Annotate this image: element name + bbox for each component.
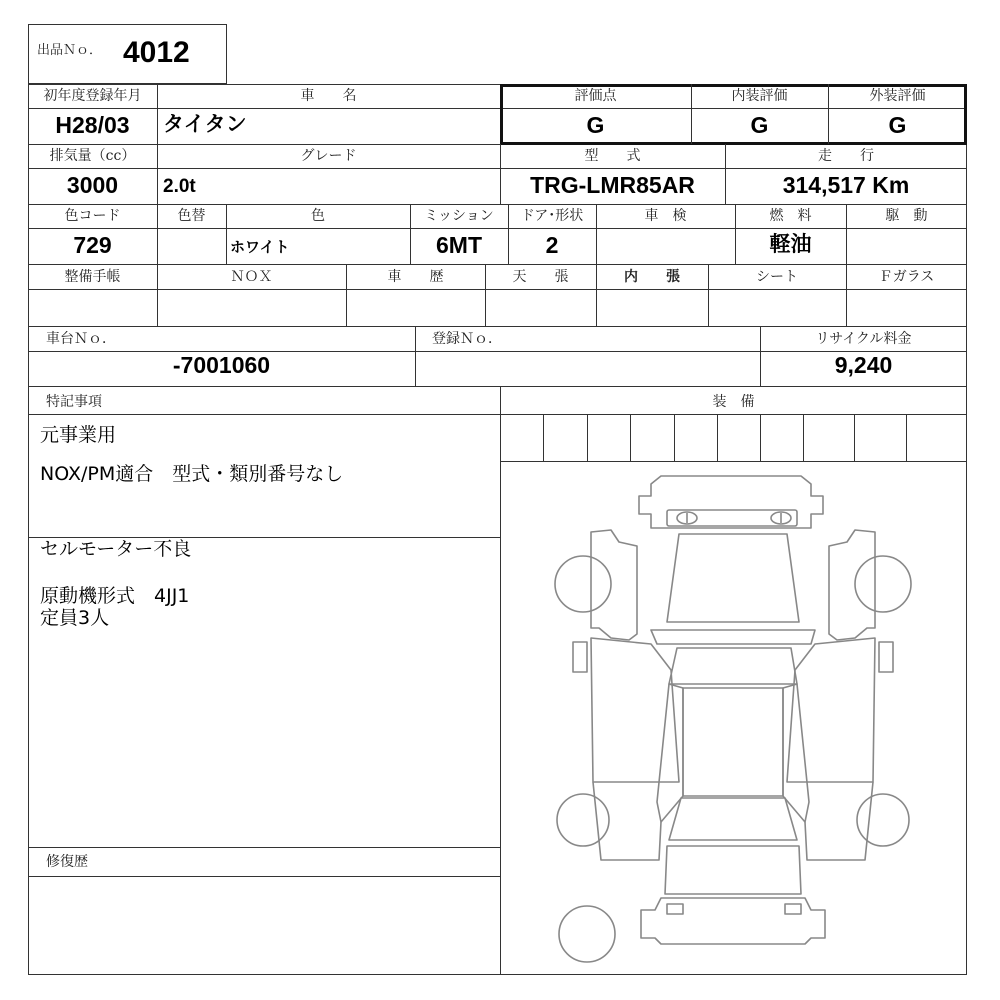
interior-score-value: G — [750, 112, 769, 138]
note-line-5: 定員3人 — [40, 607, 110, 629]
fuel-value: 軽油 — [769, 233, 812, 256]
first-reg-label: 初年度登録年月 — [43, 88, 142, 104]
equipment-label: 装 備 — [712, 394, 755, 410]
drive-label: 駆 動 — [885, 208, 928, 224]
lot-number-box — [28, 24, 227, 84]
exterior-score-value: G — [888, 112, 907, 138]
cab-roof-shape — [651, 534, 815, 644]
model-label: 型 式 — [584, 148, 641, 164]
transmission-value: 6MT — [436, 232, 482, 258]
note-line-2: NOX/PM適合 型式・類別番号なし — [40, 463, 344, 485]
model-value: TRG-LMR85AR — [530, 172, 695, 198]
car-name-label: 車 名 — [300, 88, 357, 104]
inspection-label: 車 検 — [644, 208, 687, 224]
right-front-wheel-shape — [855, 556, 911, 612]
note-line-1: 元事業用 — [40, 424, 117, 446]
doors-value: 2 — [545, 232, 559, 258]
lot-number-value: 4012 — [123, 36, 190, 69]
doors-label: ドア･形状 — [520, 208, 584, 224]
roof-label: 天 張 — [512, 269, 569, 285]
recycle-label: リサイクル料金 — [815, 331, 912, 347]
color-code-label: 色コード — [64, 208, 121, 224]
glass-label: Ｆガラス — [878, 269, 935, 285]
right-rear-wheel-shape — [857, 794, 909, 846]
left-front-wheel-shape — [555, 556, 611, 612]
history-label: 車 歴 — [387, 269, 444, 285]
notes-label: 特記事項 — [46, 394, 102, 410]
note-line-3: セルモーター不良 — [40, 538, 192, 560]
displacement-label: 排気量（cc） — [49, 148, 136, 164]
car-name-value: タイタン — [163, 113, 247, 136]
mileage-label: 走 行 — [818, 148, 874, 164]
color-value: ホワイト — [230, 238, 290, 256]
chassis-label: 車台Ｎｏ． — [46, 331, 116, 347]
interior-score-label: 内装評価 — [731, 88, 788, 104]
displacement-value: 3000 — [66, 172, 119, 198]
front-bumper-shape — [639, 476, 823, 528]
spare-wheel-shape — [559, 906, 615, 962]
first-reg-value: H28/03 — [55, 112, 130, 138]
seat-label: シート — [756, 269, 798, 285]
maintenance-label: 整備手帳 — [64, 269, 121, 285]
transmission-label: ミッション — [424, 208, 494, 224]
cargo-bed-shape — [657, 648, 809, 840]
grade-value: 2.0t — [163, 176, 196, 197]
registration-label: 登録Ｎｏ． — [432, 331, 502, 347]
note-line-4: 原動機形式 4JJ1 — [40, 585, 190, 607]
fuel-label: 燃 料 — [769, 208, 812, 224]
chassis-value: -7001060 — [172, 352, 271, 378]
rear-tailgate-shape — [641, 846, 825, 944]
left-rear-wheel-shape — [557, 794, 609, 846]
vehicle-inspection-diagram — [501, 462, 966, 974]
color-code-value: 729 — [73, 232, 112, 258]
grade-label: グレード — [300, 148, 357, 164]
color-label: 色 — [311, 208, 325, 224]
repair-history-label: 修復歴 — [46, 854, 88, 870]
mileage-value: 314,517 Km — [782, 172, 910, 198]
lot-number-label: 出品Ｎｏ． — [37, 43, 103, 58]
repaint-label: 色替 — [177, 208, 206, 224]
score-label: 評価点 — [574, 88, 617, 104]
nox-label: ＮＯＸ — [230, 269, 273, 285]
recycle-value: 9,240 — [834, 352, 893, 378]
interior-lining-label: 内 張 — [624, 269, 680, 285]
exterior-score-label: 外装評価 — [869, 88, 926, 104]
score-value: G — [586, 112, 605, 138]
